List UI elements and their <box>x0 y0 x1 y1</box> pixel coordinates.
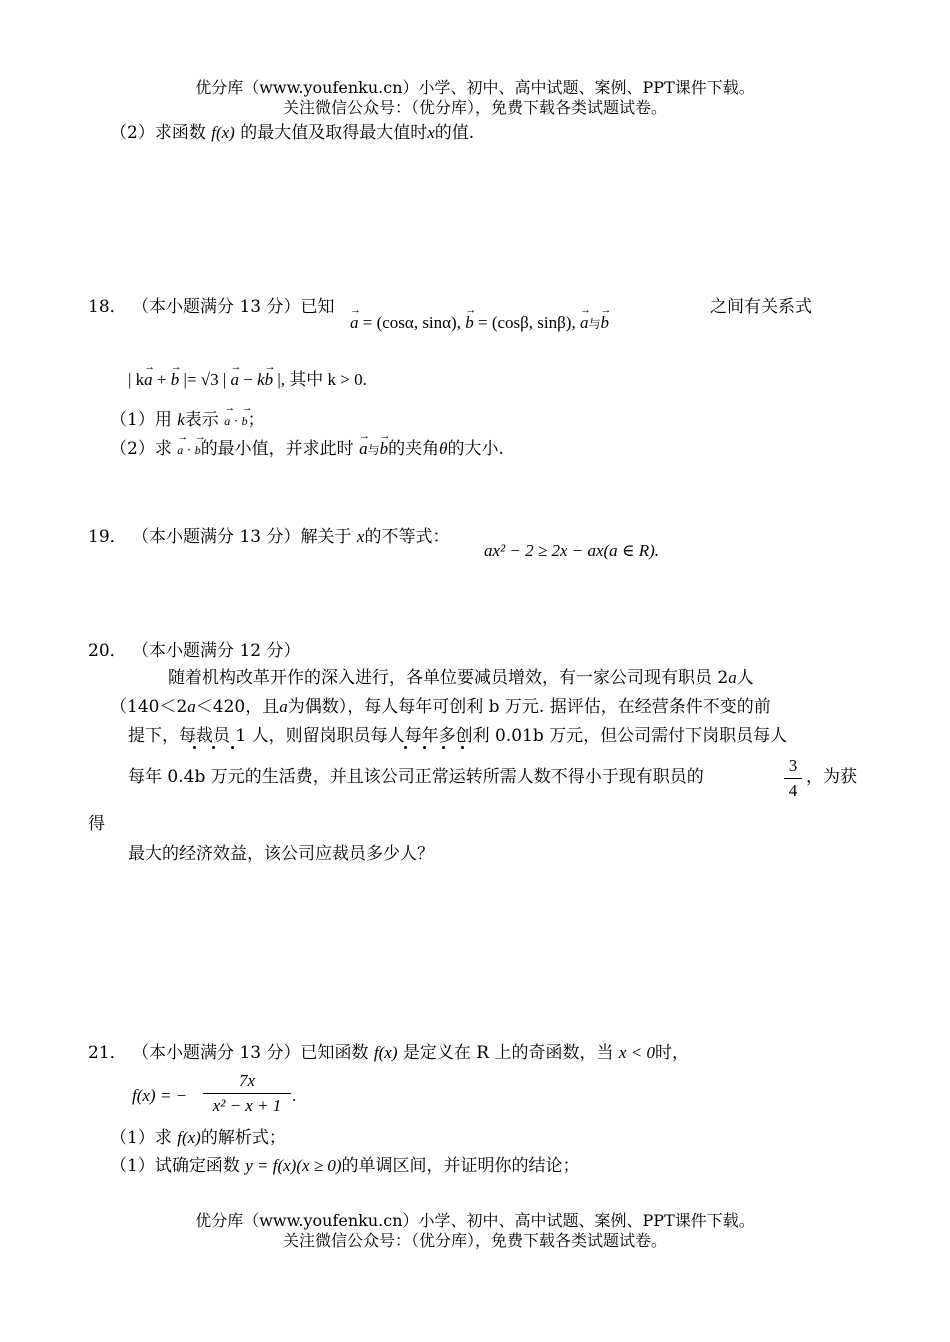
q21-part2-post: 的单调区间，并证明你的结论； <box>341 1156 580 1176</box>
emphasis-dot <box>404 746 407 749</box>
vector-a: → a <box>224 410 230 432</box>
q20-line-1 <box>168 667 754 689</box>
q20-a: a <box>187 697 196 716</box>
q18-part1-end: ； <box>247 410 265 430</box>
q18-part1: （1）用 k表示 → a · → b； <box>110 409 265 432</box>
q21-fraction <box>203 1070 291 1117</box>
q18-relation-mid: |= √3 | <box>183 370 227 389</box>
fraction-numerator: 3 <box>788 756 798 775</box>
emphasis-dot <box>212 746 215 749</box>
emphasis-dot <box>423 746 426 749</box>
vector-a: → a <box>580 312 589 334</box>
q21-def-end: . <box>292 1086 297 1105</box>
q20-line-2-pre: （140＜2 <box>110 697 188 717</box>
q19-text: （本小题满分 13 分）解关于 <box>132 527 352 547</box>
q20-line-4: 每年 0.4b 万元的生活费，并且该公司正常运转所需人数不得小于现有职员的 <box>128 767 704 787</box>
q19-heading <box>88 526 449 548</box>
q21-part1-func: f(x) <box>177 1128 201 1147</box>
q18-part2-post: 的大小. <box>447 439 504 459</box>
footer-line-2: 关注微信公众号：（优分库），免费下载各类试题试卷。 <box>282 1231 667 1250</box>
q18-heading <box>88 296 335 318</box>
q20-line-5: 得 <box>88 814 105 834</box>
q18-part2-pre: （2）求 <box>110 439 172 459</box>
q18-relation: | k→ a + → b |= √3 | → a − k→ b |, 其中 k > 0. <box>128 369 367 391</box>
question-number: 19． <box>88 527 127 547</box>
q17-part2 <box>110 122 474 144</box>
q17-part2-mid: 的最大值及取得最大值时 <box>240 123 428 143</box>
vector-b: → b <box>600 312 609 334</box>
q20-line-1-end: 人 <box>736 668 754 688</box>
header-line-2: 关注微信公众号：（优分库），免费下载各类试题试卷。 <box>282 98 667 117</box>
q19-post: 的不等式： <box>364 527 450 547</box>
vector-b: → b <box>465 312 474 334</box>
q18-part2: （2）求 → a · → b的最小值，并求此时 → a与→ b的夹角θ的大小. <box>110 438 504 461</box>
q19-var: x <box>356 527 365 546</box>
q21-end: 时， <box>654 1043 689 1063</box>
q21-part1 <box>110 1127 286 1149</box>
q17-part2-pre: （2）求函数 <box>110 123 206 143</box>
q18-post: 之间有关系式 <box>710 297 812 317</box>
q18-part2-and: 与 <box>367 443 380 457</box>
q21-numerator: 7x <box>238 1071 256 1090</box>
q20-line-2-mid: ＜420，且 <box>195 697 280 717</box>
vector-b: → b <box>195 439 201 461</box>
q20-line-2-post: 为偶数），每人每年可创利 b 万元. 据评估，在经营条件不变的前 <box>287 697 771 717</box>
q18-relation-left: | k <box>128 370 145 389</box>
q19-inequality: ax² − 2 ≥ 2x − ax(a ∈ R). <box>484 541 660 560</box>
vector-b: → b <box>171 369 180 391</box>
q20-line-3: 提下，每裁员 1 人，则留岗职员每人每年多创利 0.01b 万元，但公司需付下岗职员每人 <box>128 726 788 746</box>
q20-a: a <box>728 668 737 687</box>
q18-and: 与 <box>588 317 601 331</box>
vector-b: → b <box>265 369 274 391</box>
q18-part2-theta-pre: 的夹角 <box>388 439 440 459</box>
q21-part2-func: y = f(x)(x ≥ 0) <box>245 1156 342 1175</box>
fraction-denominator: 4 <box>788 781 798 800</box>
q21-part1-pre: （1）求 <box>110 1128 172 1148</box>
question-number: 20． <box>88 641 127 661</box>
q20-score: （本小题满分 12 分） <box>132 641 301 661</box>
q18-part1-pre: （1）用 <box>110 410 172 430</box>
vector-b: → b <box>242 410 248 432</box>
vector-a: → a <box>144 369 153 391</box>
fraction-three-quarters <box>784 755 802 802</box>
vector-b: → b <box>380 438 389 460</box>
emphasis-dot <box>442 746 445 749</box>
q21-def-left: f(x) = − <box>132 1086 188 1105</box>
q18-vector-definitions <box>350 312 609 335</box>
q18-part2-mid: 的最小值，并求此时 <box>200 439 354 459</box>
q17-part2-post: 的值. <box>434 123 475 143</box>
q21-text: （本小题满分 13 分）已知函数 <box>132 1043 369 1063</box>
q21-part2 <box>110 1155 580 1177</box>
q18-score: （本小题满分 13 分）已知 <box>132 297 335 317</box>
q18-part1-post: 表示 <box>184 410 219 430</box>
q18-formula-a: = (cosα, sinα), <box>362 313 461 332</box>
q21-mid: 是定义在 R 上的奇函数，当 <box>402 1043 614 1063</box>
q21-part2-pre: （1）试确定函数 <box>110 1156 240 1176</box>
vector-a: → a <box>230 369 239 391</box>
header-line-1: 优分库（www.youfenku.cn）小学、初中、高中试题、案例、PPT课件下载。 <box>195 78 755 97</box>
q21-condition: x < 0 <box>618 1043 655 1062</box>
emphasis-dot <box>231 746 234 749</box>
vector-a: → a <box>177 439 183 461</box>
q21-heading <box>88 1042 689 1064</box>
q20-line-2 <box>110 696 771 718</box>
q17-func: f(x) <box>211 123 235 142</box>
q21-part1-post: 的解析式； <box>200 1128 286 1148</box>
q20-a: a <box>279 697 288 716</box>
q21-denominator: x² − x + 1 <box>212 1096 282 1115</box>
q20-line-6: 最大的经济效益，该公司应裁员多少人？ <box>128 844 434 864</box>
q18-k: k <box>177 410 185 429</box>
emphasis-dot <box>461 746 464 749</box>
q18-relation-right: |, 其中 k > 0. <box>277 370 367 389</box>
q17-var: x <box>427 123 435 142</box>
emphasis-dot <box>193 746 196 749</box>
q18-formula-b: = (cosβ, sinβ), <box>477 313 576 332</box>
q21-func: f(x) <box>373 1043 398 1062</box>
theta-symbol: θ <box>439 439 448 458</box>
vector-a: → a <box>350 312 359 334</box>
vector-a: → a <box>359 438 368 460</box>
footer-line-1: 优分库（www.youfenku.cn）小学、初中、高中试题、案例、PPT课件下载。 <box>195 1211 755 1230</box>
q20-line-4-end: ，为获 <box>806 767 857 787</box>
question-number: 18． <box>88 297 127 317</box>
q20-line-1-text: 随着机构改革开作的深入进行，各单位要减员增效，有一家公司现有职员 2 <box>168 668 729 688</box>
question-number: 21． <box>88 1043 127 1063</box>
q20-heading <box>88 640 301 662</box>
